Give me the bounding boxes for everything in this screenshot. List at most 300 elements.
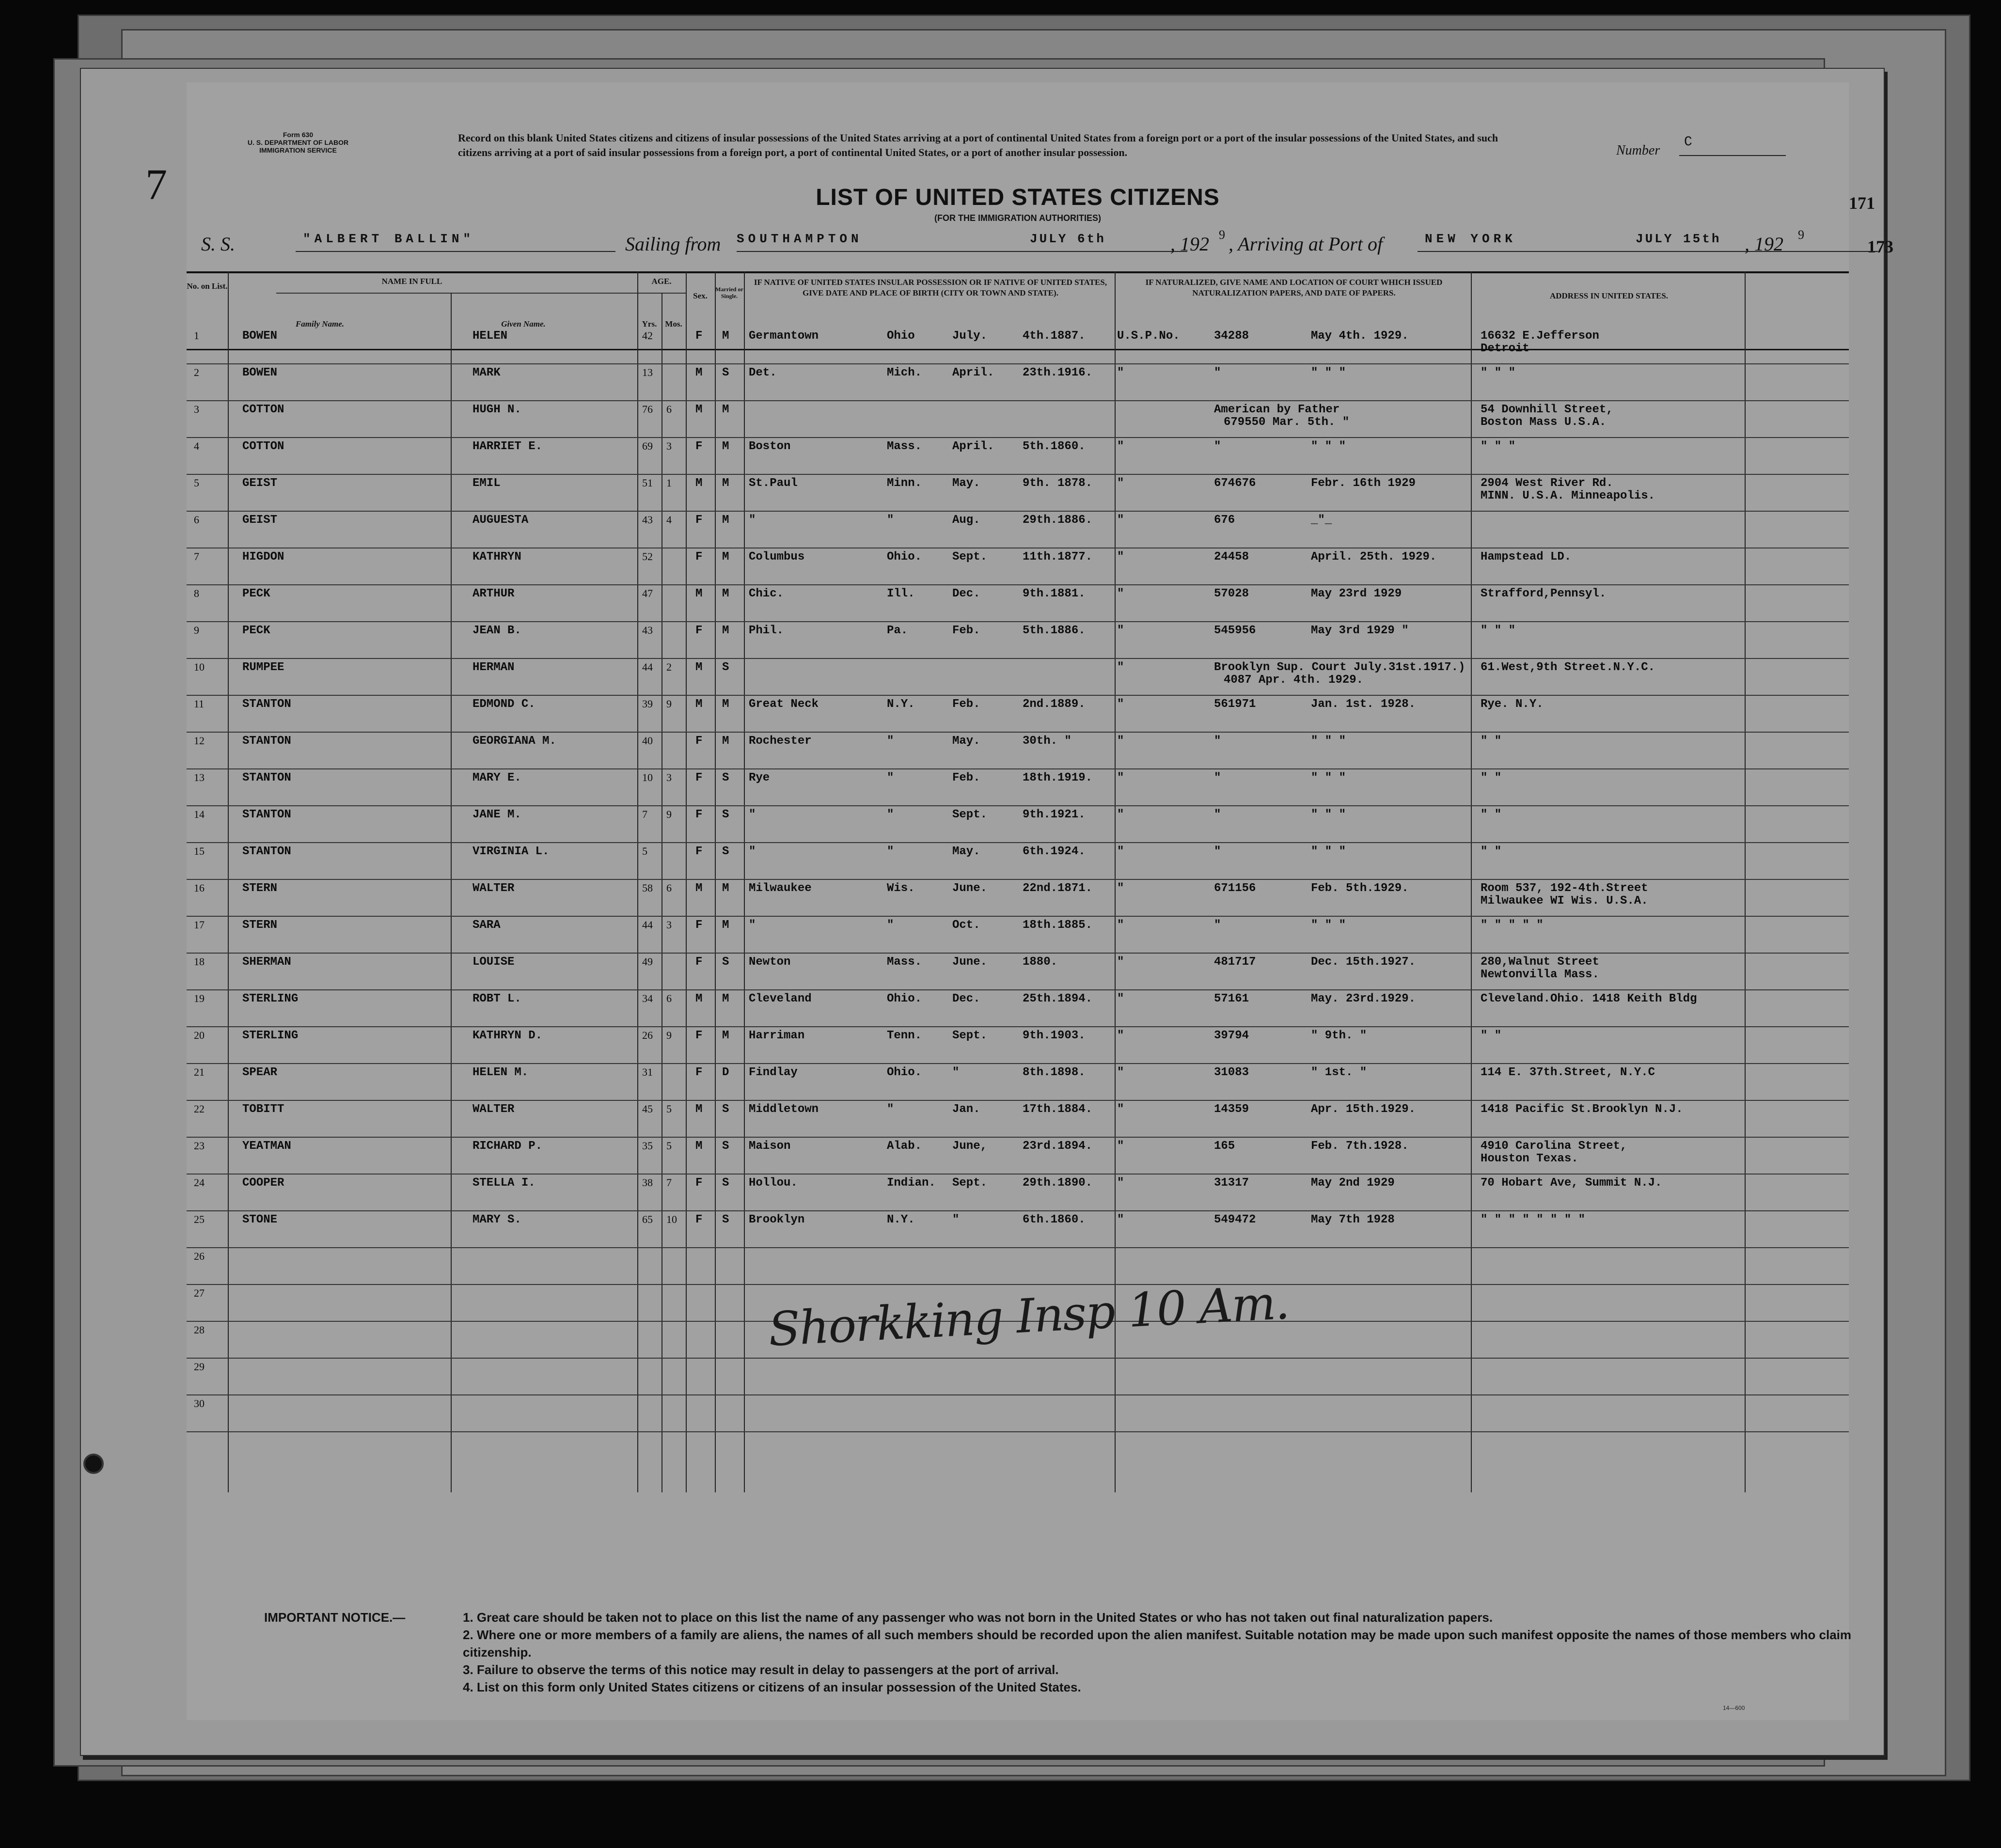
col-no: No. on List.: [187, 282, 228, 291]
naturalization-court: ": [1117, 1066, 1124, 1079]
marital-status: M: [722, 882, 729, 895]
birth-month: Sept.: [952, 808, 988, 821]
table-row: [187, 477, 1849, 514]
sex: F: [695, 735, 703, 748]
family-name: COTTON: [242, 403, 284, 416]
family-name: STERLING: [242, 992, 299, 1005]
naturalization-number: 14359: [1214, 1103, 1249, 1116]
row-number: 2: [194, 366, 199, 378]
age-months: 7: [666, 1176, 672, 1189]
address-line1: " " ": [1481, 366, 1516, 379]
age-months: 4: [666, 514, 672, 526]
row-number: 30: [194, 1397, 205, 1409]
age-years: 43: [642, 514, 653, 526]
sailing-underline: [737, 251, 1187, 252]
given-name: JEAN B.: [473, 624, 521, 637]
family-name: SHERMAN: [242, 955, 291, 969]
row-rule: [187, 1210, 1849, 1211]
naturalization-number: 545956: [1214, 624, 1256, 637]
naturalization-number: 31317: [1214, 1176, 1249, 1190]
row-number: 27: [194, 1287, 205, 1299]
birth-city: Middletown: [749, 1103, 819, 1116]
family-name: PECK: [242, 624, 270, 637]
sex: M: [695, 1103, 703, 1116]
number-value: C: [1684, 135, 1692, 150]
row-rule: [187, 474, 1849, 475]
family-name: HIGDON: [242, 550, 284, 564]
family-name: BOWEN: [242, 366, 278, 379]
col-address: ADDRESS IN UNITED STATES.: [1549, 291, 1669, 300]
sex: F: [695, 771, 703, 784]
marital-status: M: [722, 992, 729, 1005]
citizen-list-form: [187, 82, 1875, 1720]
sex: F: [695, 1029, 703, 1042]
birth-month: Dec.: [952, 992, 980, 1005]
marital-status: S: [722, 845, 729, 858]
birth-date: 29th.1890.: [1023, 1176, 1093, 1190]
family-name: STANTON: [242, 698, 291, 711]
birth-date: 8th.1898.: [1023, 1066, 1086, 1079]
naturalization-court: ": [1117, 1103, 1124, 1116]
naturalization-number: 671156: [1214, 882, 1256, 895]
naturalization-court: ": [1117, 661, 1124, 674]
form-number: Form 630: [283, 131, 314, 139]
address-line1: Cleveland.Ohio. 1418 Keith Bldg: [1481, 992, 1697, 1005]
family-name: RUMPEE: [242, 661, 284, 674]
birth-date: 9th.1881.: [1023, 587, 1086, 600]
row-rule: [187, 1137, 1849, 1138]
table-row: [187, 698, 1849, 735]
row-number: 21: [194, 1066, 205, 1078]
birth-city: Findlay: [749, 1066, 798, 1079]
naturalization-court: ": [1117, 1140, 1124, 1153]
row-rule: [187, 953, 1849, 954]
table-row: [187, 845, 1849, 882]
table-row: [187, 1176, 1849, 1213]
birth-date: 17th.1884.: [1023, 1103, 1093, 1116]
birth-city: Chic.: [749, 587, 784, 600]
table-row: [187, 1397, 1849, 1434]
table-row: [187, 808, 1849, 845]
birth-month: June.: [952, 955, 988, 969]
marital-status: M: [722, 550, 729, 564]
birth-month: Jan.: [952, 1103, 980, 1116]
row-number: 7: [194, 550, 199, 563]
family-name: COTTON: [242, 440, 284, 453]
table-row: [187, 1066, 1849, 1103]
given-name: ARTHUR: [473, 587, 515, 600]
address-line1: " ": [1481, 1029, 1502, 1042]
row-number: 16: [194, 882, 205, 894]
sex: F: [695, 1066, 703, 1079]
naturalization-number: American by Father: [1214, 403, 1340, 416]
naturalization-line2: 4087 Apr. 4th. 1929.: [1224, 673, 1364, 687]
birth-month: June.: [952, 882, 988, 895]
sex: M: [695, 992, 703, 1005]
arrival-underline: [1418, 251, 1878, 252]
naturalization-number: 31083: [1214, 1066, 1249, 1079]
sailing-date: JULY 6th: [1030, 232, 1106, 246]
given-name: VIRGINIA L.: [473, 845, 550, 858]
naturalization-number: 561971: [1214, 698, 1256, 711]
sex: M: [695, 477, 703, 490]
birth-city: ": [749, 919, 756, 932]
address-line1: 114 E. 37th.Street, N.Y.C: [1481, 1066, 1655, 1079]
sex: F: [695, 845, 703, 858]
sex: F: [695, 808, 703, 821]
age-months: 9: [666, 1029, 672, 1041]
given-name: HARRIET E.: [473, 440, 543, 453]
row-rule: [187, 1063, 1849, 1064]
sex: F: [695, 1176, 703, 1190]
naturalization-date: _"_: [1311, 514, 1332, 527]
sex: M: [695, 587, 703, 600]
address-line1: " " " " ": [1481, 919, 1544, 932]
naturalization-court: ": [1117, 1176, 1124, 1190]
given-name: WALTER: [473, 1103, 515, 1116]
row-number: 5: [194, 477, 199, 489]
age-years: 45: [642, 1103, 653, 1115]
table-row: [187, 919, 1849, 955]
address-line1: 16632 E.Jefferson: [1481, 329, 1599, 343]
birth-month: Oct.: [952, 919, 980, 932]
address-line1: Room 537, 192-4th.Street: [1481, 882, 1648, 895]
naturalization-date: May 7th 1928: [1311, 1213, 1395, 1226]
naturalization-date: " " ": [1311, 919, 1346, 932]
naturalization-number: 24458: [1214, 550, 1249, 564]
family-name: STANTON: [242, 808, 291, 821]
sex: F: [695, 550, 703, 564]
birth-city: Milwaukee: [749, 882, 812, 895]
age-months: 2: [666, 661, 672, 673]
age-years: 39: [642, 698, 653, 710]
row-number: 9: [194, 624, 199, 636]
naturalization-number: 549472: [1214, 1213, 1256, 1226]
ship-underline: [296, 251, 615, 252]
age-months: 1: [666, 477, 672, 489]
family-name: COOPER: [242, 1176, 284, 1190]
given-name: EMIL: [473, 477, 501, 490]
margin-mark: 7: [145, 161, 167, 209]
family-name: GEIST: [242, 514, 278, 527]
table-row: [187, 550, 1849, 587]
naturalization-court: ": [1117, 366, 1124, 379]
row-number: 25: [194, 1213, 205, 1225]
birth-city: Columbus: [749, 550, 805, 564]
naturalization-court: ": [1117, 514, 1124, 527]
naturalization-court: ": [1117, 1213, 1124, 1226]
birth-state: ": [887, 735, 894, 748]
row-number: 24: [194, 1176, 205, 1189]
naturalization-court: ": [1117, 477, 1124, 490]
naturalization-date: Feb. 5th.1929.: [1311, 882, 1409, 895]
birth-state: ": [887, 771, 894, 784]
arrival-year-prefix: , 192: [1745, 233, 1783, 255]
row-number: 1: [194, 329, 199, 342]
row-rule: [187, 695, 1849, 696]
naturalization-date: May. 23rd.1929.: [1311, 992, 1416, 1005]
voyage-line: [187, 228, 1849, 257]
row-number: 23: [194, 1140, 205, 1152]
marital-status: M: [722, 624, 729, 637]
marital-status: S: [722, 1213, 729, 1226]
row-rule: [187, 768, 1849, 769]
naturalization-court: ": [1117, 771, 1124, 784]
naturalization-number: 481717: [1214, 955, 1256, 969]
arriving-label: , Arriving at Port of: [1229, 233, 1383, 255]
birth-date: 6th.1924.: [1023, 845, 1086, 858]
naturalization-date: Jan. 1st. 1928.: [1311, 698, 1416, 711]
family-name: STANTON: [242, 845, 291, 858]
table-row: [187, 1029, 1849, 1066]
naturalization-date: May 3rd 1929 ": [1311, 624, 1409, 637]
naturalization-number: 674676: [1214, 477, 1256, 490]
row-rule: [187, 879, 1849, 880]
birth-date: 18th.1919.: [1023, 771, 1093, 784]
given-name: MARY S.: [473, 1213, 521, 1226]
address-line1: " ": [1481, 735, 1502, 748]
row-number: 20: [194, 1029, 205, 1041]
marital-status: M: [722, 1029, 729, 1042]
given-name: KATHRYN D.: [473, 1029, 543, 1042]
table-row: [187, 661, 1849, 698]
naturalization-number: 57028: [1214, 587, 1249, 600]
birth-state: N.Y.: [887, 698, 915, 711]
address-line1: " " " " " " " ": [1481, 1213, 1586, 1226]
age-years: 31: [642, 1066, 653, 1078]
birth-date: 9th.1903.: [1023, 1029, 1086, 1042]
row-rule: [187, 1174, 1849, 1175]
birth-date: 29th.1886.: [1023, 514, 1093, 527]
naturalization-date: " " ": [1311, 440, 1346, 453]
sailing-port: SOUTHAMPTON: [737, 232, 863, 246]
birth-month: April.: [952, 366, 994, 379]
birth-city: Phil.: [749, 624, 784, 637]
naturalization-date: " " ": [1311, 366, 1346, 379]
age-years: 43: [642, 624, 653, 636]
inspector-signature: Shorkking Insp 10 Am.: [767, 1275, 1290, 1357]
birth-city: St.Paul: [749, 477, 798, 490]
sailing-label: Sailing from: [625, 233, 721, 255]
col-yrs: Yrs.: [642, 319, 657, 329]
birth-date: 9th. 1878.: [1023, 477, 1093, 490]
row-number: 10: [194, 661, 205, 673]
address-line1: 54 Downhill Street,: [1481, 403, 1613, 416]
age-years: 52: [642, 550, 653, 563]
birth-state: ": [887, 919, 894, 932]
given-name: HERMAN: [473, 661, 515, 674]
age-years: 49: [642, 955, 653, 968]
age-years: 40: [642, 735, 653, 747]
age-years: 38: [642, 1176, 653, 1189]
row-number: 3: [194, 403, 199, 415]
row-number: 26: [194, 1250, 205, 1262]
row-number: 11: [194, 698, 205, 710]
marital-status: D: [722, 1066, 729, 1079]
marital-status: M: [722, 587, 729, 600]
naturalization-court: ": [1117, 735, 1124, 748]
marital-status: S: [722, 955, 729, 969]
birth-state: Mass.: [887, 440, 922, 453]
marital-status: M: [722, 403, 729, 416]
sex: F: [695, 440, 703, 453]
notice-item: 3. Failure to observe the terms of this notice may result in delay to passengers at the port of arrival.: [463, 1662, 1059, 1677]
form-subtitle: (FOR THE IMMIGRATION AUTHORITIES): [934, 213, 1101, 223]
age-months: 3: [666, 440, 672, 452]
age-years: 35: [642, 1140, 653, 1152]
naturalization-court: ": [1117, 587, 1124, 600]
address-line1: " " ": [1481, 624, 1516, 637]
number-label: Number: [1616, 143, 1660, 158]
age-years: 58: [642, 882, 653, 894]
birth-date: 6th.1860.: [1023, 1213, 1086, 1226]
birth-city: Newton: [749, 955, 791, 969]
birth-state: Minn.: [887, 477, 922, 490]
naturalization-court: ": [1117, 955, 1124, 969]
naturalization-date: " " ": [1311, 735, 1346, 748]
age-months: 6: [666, 403, 672, 415]
row-number: 19: [194, 992, 205, 1004]
birth-date: 9th.1921.: [1023, 808, 1086, 821]
address-line2: Detroit: [1481, 342, 1529, 355]
given-name: KATHRYN: [473, 550, 521, 564]
naturalization-date: Febr. 16th 1929: [1311, 477, 1416, 490]
marital-status: S: [722, 1176, 729, 1190]
birth-date: 23rd.1894.: [1023, 1140, 1093, 1153]
marital-status: M: [722, 329, 729, 343]
row-number: 22: [194, 1103, 205, 1115]
naturalization-court: ": [1117, 919, 1124, 932]
given-name: LOUISE: [473, 955, 515, 969]
form-instructions: Record on this blank United States citizens and citizens of insular possessions of the United States arriving at a port of continental United States from a foreign port or a port of the insular possessions of the United States, and such citizens arriving at a port of said insular possessions from a foreign port, a port of continental United States, or a port of another insular possession.: [458, 132, 1498, 158]
table-row: [187, 1213, 1849, 1250]
address-line2: Milwaukee WI Wis. U.S.A.: [1481, 894, 1648, 908]
row-rule: [187, 916, 1849, 917]
age-years: 44: [642, 661, 653, 673]
address-line1: Hampstead LD.: [1481, 550, 1572, 564]
table-row: [187, 1140, 1849, 1176]
col-family: Family Name.: [295, 319, 345, 329]
naturalization-date: " " ": [1311, 845, 1346, 858]
age-years: 34: [642, 992, 653, 1004]
punch-hole: [83, 1454, 104, 1474]
row-number: 14: [194, 808, 205, 820]
row-rule: [187, 511, 1849, 512]
naturalization-line2: 679550 Mar. 5th. ": [1224, 416, 1350, 429]
row-rule: [187, 1394, 1849, 1395]
address-line1: 4910 Carolina Street,: [1481, 1140, 1627, 1153]
naturalization-date: " 1st. ": [1311, 1066, 1367, 1079]
birth-city: Boston: [749, 440, 791, 453]
naturalization-number: 34288: [1214, 329, 1249, 343]
row-number: 15: [194, 845, 205, 857]
age-years: 26: [642, 1029, 653, 1041]
table-row: [187, 955, 1849, 992]
naturalization-date: May 4th. 1929.: [1311, 329, 1409, 343]
table-row: [187, 329, 1849, 366]
row-number: 13: [194, 771, 205, 783]
family-name: STONE: [242, 1213, 278, 1226]
naturalization-date: Apr. 15th.1929.: [1311, 1103, 1416, 1116]
naturalization-date: April. 25th. 1929.: [1311, 550, 1437, 564]
marital-status: M: [722, 919, 729, 932]
marital-status: M: [722, 440, 729, 453]
naturalization-date: May 2nd 1929: [1311, 1176, 1395, 1190]
age-months: 5: [666, 1140, 672, 1152]
birth-city: Great Neck: [749, 698, 819, 711]
given-name: HUGH N.: [473, 403, 521, 416]
sex: F: [695, 329, 703, 343]
row-number: 12: [194, 735, 205, 747]
birth-date: 5th.1886.: [1023, 624, 1086, 637]
naturalization-number: ": [1214, 845, 1221, 858]
naturalization-number: 165: [1214, 1140, 1235, 1153]
form-title: LIST OF UNITED STATES CITIZENS: [816, 185, 1220, 210]
address-line1: 70 Hobart Ave, Summit N.J.: [1481, 1176, 1662, 1190]
marital-status: S: [722, 1103, 729, 1116]
age-months: 5: [666, 1103, 672, 1115]
col-name: NAME IN FULL: [381, 277, 442, 286]
birth-city: Rochester: [749, 735, 812, 748]
address-line1: " ": [1481, 808, 1502, 821]
birth-month: May.: [952, 845, 980, 858]
sex: M: [695, 882, 703, 895]
naturalization-number: 676: [1214, 514, 1235, 527]
birth-state: Ohio.: [887, 992, 922, 1005]
birth-month: Dec.: [952, 587, 980, 600]
naturalization-court: U.S.P.No.: [1117, 329, 1180, 343]
row-number: 29: [194, 1361, 205, 1373]
row-number: 4: [194, 440, 199, 452]
birth-state: N.Y.: [887, 1213, 915, 1226]
naturalization-number: 57161: [1214, 992, 1249, 1005]
birth-city: Germantown: [749, 329, 819, 343]
address-line1: " " ": [1481, 440, 1516, 453]
naturalization-date: Feb. 7th.1928.: [1311, 1140, 1409, 1153]
given-name: MARY E.: [473, 771, 521, 784]
table-row: [187, 403, 1849, 440]
row-rule: [187, 1358, 1849, 1359]
birth-state: Ohio: [887, 329, 915, 343]
age-months: 9: [666, 808, 672, 820]
birth-state: Alab.: [887, 1140, 922, 1153]
birth-date: 5th.1860.: [1023, 440, 1086, 453]
naturalization-date: " " ": [1311, 808, 1346, 821]
col-naturalized: IF NATURALIZED, GIVE NAME AND LOCATION OF COURT WHICH ISSUED NATURALIZATION PAPERS, AND DATE OF PAPERS.: [1145, 278, 1443, 298]
ship-name: "ALBERT BALLIN": [303, 232, 475, 246]
given-name: MARK: [473, 366, 501, 379]
birth-state: ": [887, 514, 894, 527]
naturalization-number: ": [1214, 735, 1221, 748]
birth-date: 18th.1885.: [1023, 919, 1093, 932]
birth-city: Det.: [749, 366, 777, 379]
marital-status: S: [722, 366, 729, 379]
naturalization-court: ": [1117, 698, 1124, 711]
arrival-date: JULY 15th: [1636, 232, 1721, 246]
birth-month: Feb.: [952, 698, 980, 711]
row-number: 18: [194, 955, 205, 968]
birth-month: Sept.: [952, 550, 988, 564]
address-line1: 2904 West River Rd.: [1481, 477, 1613, 490]
age-years: 47: [642, 587, 653, 599]
birth-state: ": [887, 1103, 894, 1116]
birth-state: Pa.: [887, 624, 908, 637]
row-rule: [187, 658, 1849, 659]
age-months: 6: [666, 992, 672, 1004]
birth-date: 11th.1877.: [1023, 550, 1093, 564]
row-number: 6: [194, 514, 199, 526]
naturalization-number: ": [1214, 808, 1221, 821]
